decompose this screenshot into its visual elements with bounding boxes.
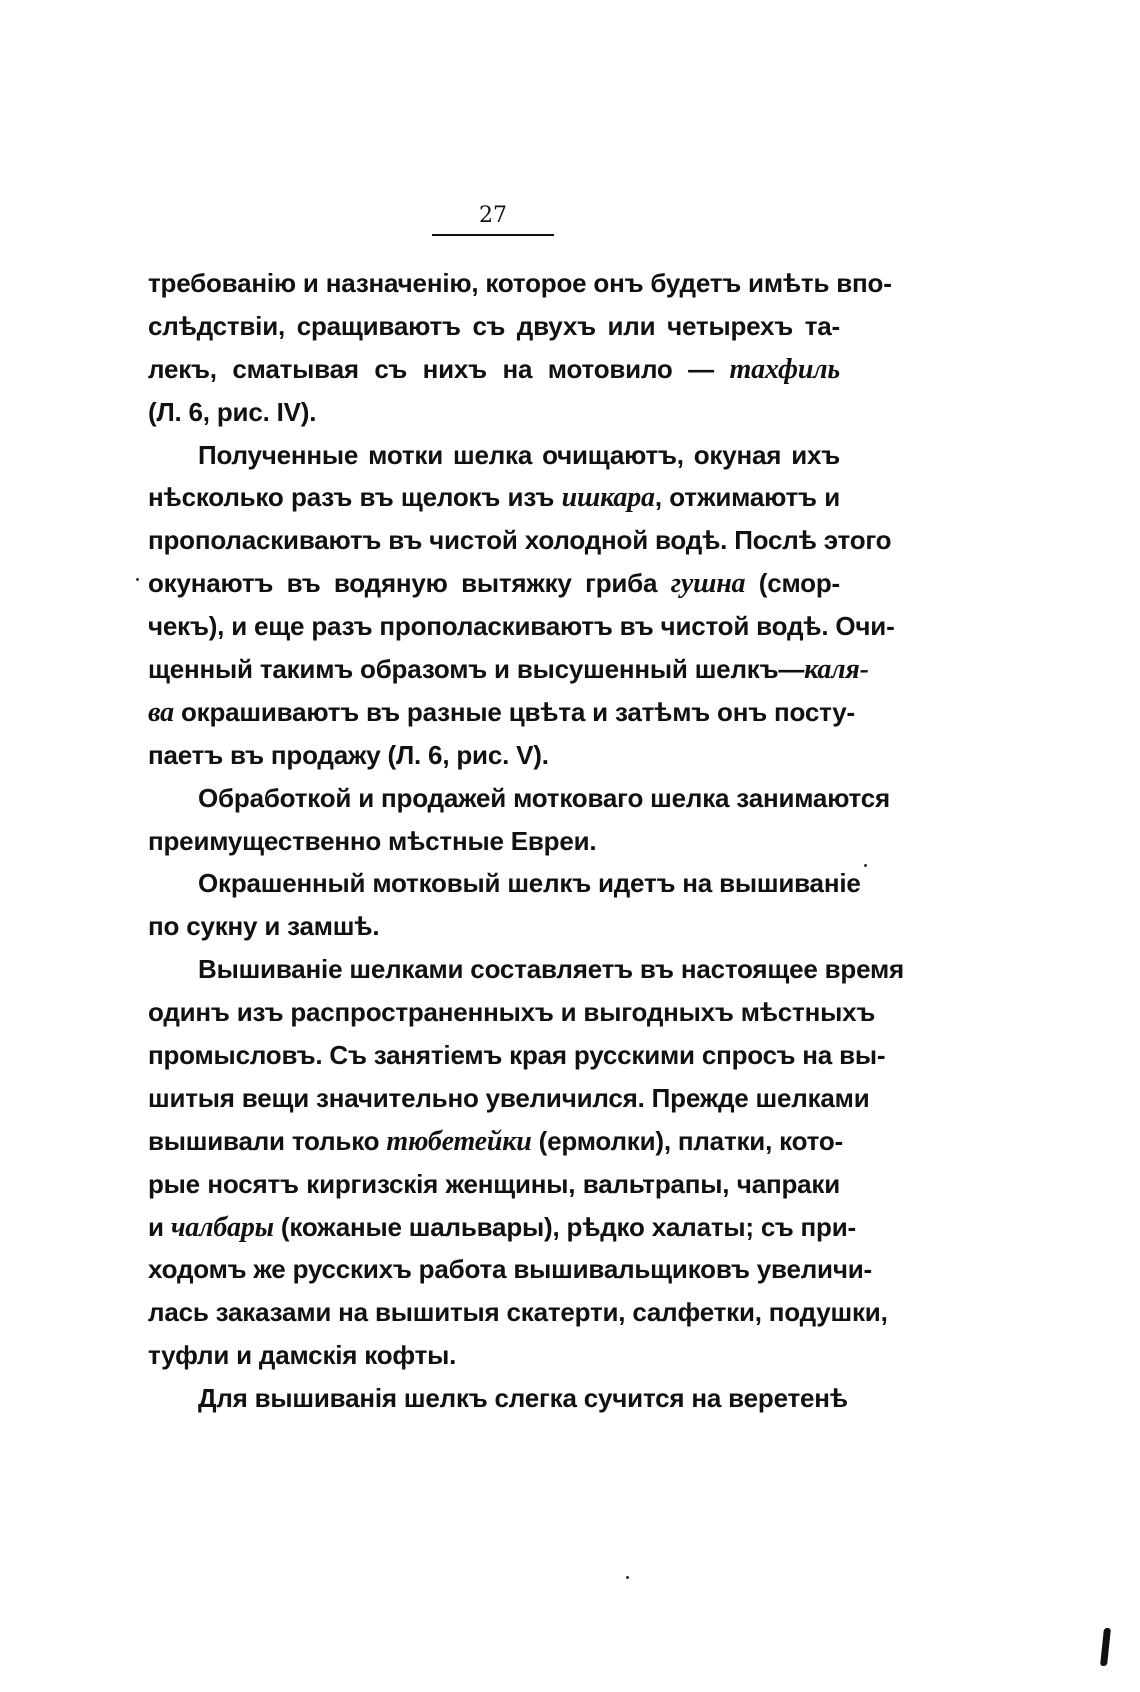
- italic-term: ишкара: [561, 482, 655, 514]
- text-line: туфли и дамскія кофты.: [148, 1340, 457, 1371]
- text-line: преимущественно мѣстные Евреи.: [148, 825, 597, 856]
- italic-term: тюбетейки: [386, 1125, 532, 1157]
- italic-term: ва: [148, 696, 174, 728]
- page-number-rule: [432, 234, 554, 236]
- text-line: чекъ), и еще разъ прополаскиваютъ въ чистой водѣ. Очи-: [148, 611, 895, 642]
- text-line: вышивали только тюбетейки (ермолки), платки, кото-: [148, 1125, 843, 1157]
- text-line: слѣдствіи, сращиваютъ съ двухъ или четырехъ та-: [148, 310, 840, 341]
- text-line: по сукну и замшѣ.: [148, 911, 380, 942]
- paragraph-start-line: Полученные мотки шелка очищаютъ, окуная ихъ: [198, 439, 840, 470]
- text-line: требованію и назначенію, которое онъ будетъ имѣть впо-: [148, 268, 892, 298]
- text-line: промысловъ. Съ занятіемъ края русскими спросъ на вы-: [148, 1040, 886, 1071]
- paragraph-start-line: Обработкой и продажей мотковаго шелка занимаются: [198, 782, 890, 813]
- text-line: (Л. 6, рис. IV).: [148, 396, 317, 427]
- text-line: одинъ изъ распространенныхъ и выгодныхъ мѣстныхъ: [148, 997, 876, 1028]
- text-line: паетъ въ продажу (Л. 6, рис. V).: [148, 739, 549, 770]
- text-line: окунаютъ въ водяную вытяжку гриба гушна (смор-: [148, 568, 840, 600]
- text-line: и чалбары (кожаные шальвары), рѣдко халаты; съ при-: [148, 1211, 856, 1243]
- text-line: ходомъ же русскихъ работа вышивальщиковъ увеличи-: [148, 1254, 872, 1285]
- scan-speck: [864, 864, 867, 867]
- text-line: шитыя вещи значительно увеличился. Прежде шелками: [148, 1082, 870, 1113]
- body-text: [148, 262, 905, 1420]
- paragraph-start-line: Окрашенный мотковый шелкъ идетъ на вышиваніе: [198, 868, 861, 899]
- italic-term: тахфиль: [729, 353, 840, 385]
- text-line: щенный такимъ образомъ и высушенный шелкъ—каля-: [148, 654, 869, 686]
- text-line: прополаскиваютъ въ чистой холодной водѣ. Послѣ этого: [148, 525, 892, 556]
- italic-term: гушна: [670, 568, 746, 600]
- text-line: лась заказами на вышитыя скатерти, салфетки, подушки,: [148, 1297, 888, 1328]
- paragraph-start-line: Для вышиванія шелкъ слегка сучится на веретенѣ: [198, 1383, 848, 1414]
- text-line: нѣсколько разъ въ щелокъ изъ ишкара, отжимаютъ и: [148, 482, 840, 514]
- text-line: рые носятъ киргизскія женщины, вальтрапы, чапраки: [148, 1168, 840, 1199]
- italic-term: каля-: [804, 654, 869, 686]
- scan-speck: [136, 578, 139, 581]
- italic-term: чалбары: [170, 1211, 274, 1243]
- scan-speck: [626, 1576, 629, 1579]
- text-line: лекъ, сматывая съ нихъ на мотовило — тахфиль: [148, 353, 840, 385]
- text-line: ва окрашиваютъ въ разные цвѣта и затѣмъ онъ посту-: [148, 696, 855, 728]
- paragraph-start-line: Вышиваніе шелками составляетъ въ настоящее время: [198, 954, 905, 985]
- page-number: 27: [479, 203, 507, 228]
- scan-edge-mark: [1100, 1628, 1111, 1666]
